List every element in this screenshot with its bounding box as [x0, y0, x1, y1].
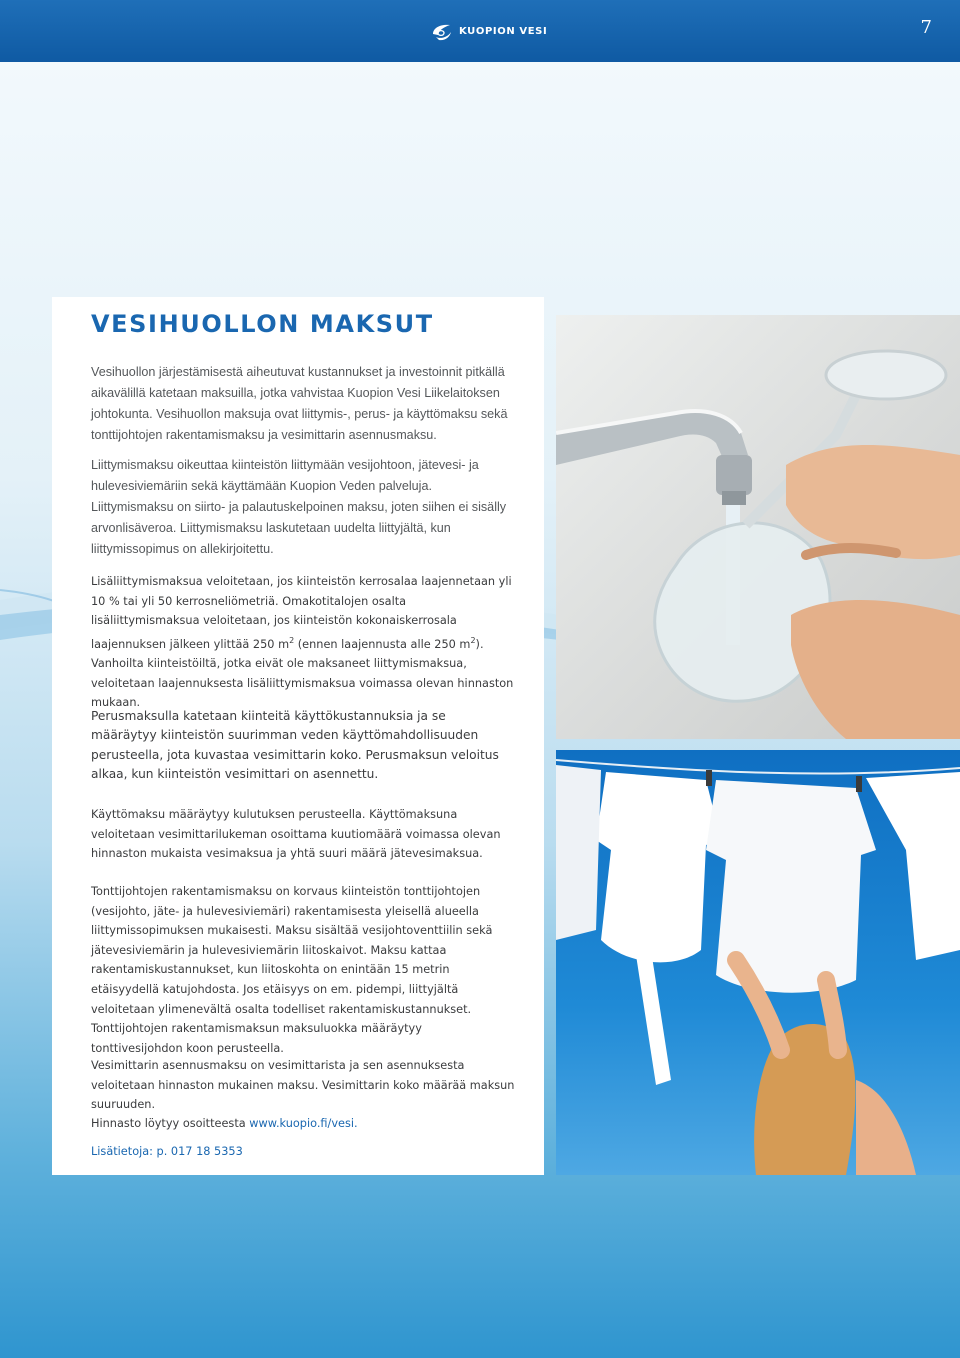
water-drop-icon — [430, 20, 454, 42]
intro-paragraph: Vesihuollon järjestämisestä aiheutuvat kustannukset ja investoinnit pitkällä aikavälillä katetaan maksuilla, jotka vahvistaa Kuopion Vesi Liikelaitoksen johtokunta. Vesihuollon maksuja ovat liittymis-, perus- ja käyttömaksu sekä tonttijohtojen rakentamismaksu ja vesimittarin asennusmaksu. — [91, 365, 508, 442]
laundry-on-clothesline-photo — [556, 750, 960, 1175]
meter-installation-fee-paragraph: Vesimittarin asennusmaksu on vesimittarista ja sen asennuksesta veloitetaan hinnaston mukainen maksu. Vesimittarin koko määrää maksun suuruuden. — [91, 1059, 515, 1112]
connection-fee-paragraph: Liittymismaksu oikeuttaa kiinteistön liittymään vesijohtoon, jätevesi- ja hulevesiviemäriin sekä käyttämään Kuopion Veden palveluja. Liittymismaksu on siirto- ja palautuskelpoinen maksu, joten siihen ei sisälly arvonlisäveroa. Liittymismaksu laskutetaan uudelta liittyjältä, kun liittymissopimus on allekirjoitettu. — [91, 458, 507, 556]
header-bar — [0, 0, 960, 62]
brand-name: KUOPION VESI — [459, 25, 548, 37]
additional-connection-fee-paragraph: Lisäliittymismaksua veloitetaan, jos kiinteistön kerrosalaa laajennetaan yli 10 % tai yli 50 kerrosneliömetriä. Omakotitalojen osalta lisäliittymismaksua veloitetaan, jos kiinteistön kokonaiskerrosala laajennuksen jälkeen ylittää 250 $m^2$ (ennen laajennusta alle 250 $m^2$). Vanhoilta kiinteistöiltä, jotka eivät ole maksaneet liittymismaksua, veloitetaan laajennuksesta lisäliittymismaksua voimassa olevan hinnaston mukaan. — [91, 575, 514, 710]
price-list-paragraph: Hinnasto löytyy osoitteesta www.kuopio.fi/vesi. — [91, 1117, 358, 1130]
page-title: VESIHUOLLON MAKSUT — [91, 310, 434, 338]
brand-logo — [430, 20, 547, 42]
price-list-link[interactable]: www.kuopio.fi/vesi. — [249, 1117, 358, 1130]
glass-under-tap-photo — [556, 315, 960, 739]
page-number: 7 — [920, 17, 932, 38]
plot-pipe-fee-paragraph: Tonttijohtojen rakentamismaksu on korvaus kiinteistön tonttijohtojen (vesijohto, jäte- ja hulevesiviemäri) rakentamisesta yleisellä alueella liittymissopimuksen mukaisesti. Maksu sisältää vesijohtoventtiilin sekä jätevesiviemärin ja hulevesiviemärin liitoskaivot. Maksu kattaa rakentamiskustannukset, kun liitoskohta on enintään 15 metrin etäisyydellä katujohdosta. Jos etäisyys on em. pidempi, liittyjältä veloitetaan ylimenevältä osalta todelliset rakentamiskustannukset. Tonttijohtojen rakentamismaksun maksuluokka määräytyy tonttivesijohdon koon perusteella. — [91, 885, 493, 1055]
usage-fee-paragraph: Käyttömaksu määräytyy kulutuksen perusteella. Käyttömaksuna veloitetaan vesimittarilukeman osoittama kuutiomäärä voimassa olevan hinnaston mukaista vesimaksua ja yhtä suuri määrä jätevesimaksua. — [91, 808, 501, 861]
basic-fee-paragraph: Perusmaksulla katetaan kiinteitä käyttökustannuksia ja se määräytyy kiinteistön suurimman veden käyttömahdollisuuden perusteella, jota kuvastaa vesimittarin koko. Perusmaksun veloitus alkaa, kun kiinteistön vesimittari on asennettu. — [91, 709, 499, 782]
contact-info: Lisätietoja: p. 017 18 5353 — [91, 1145, 243, 1158]
